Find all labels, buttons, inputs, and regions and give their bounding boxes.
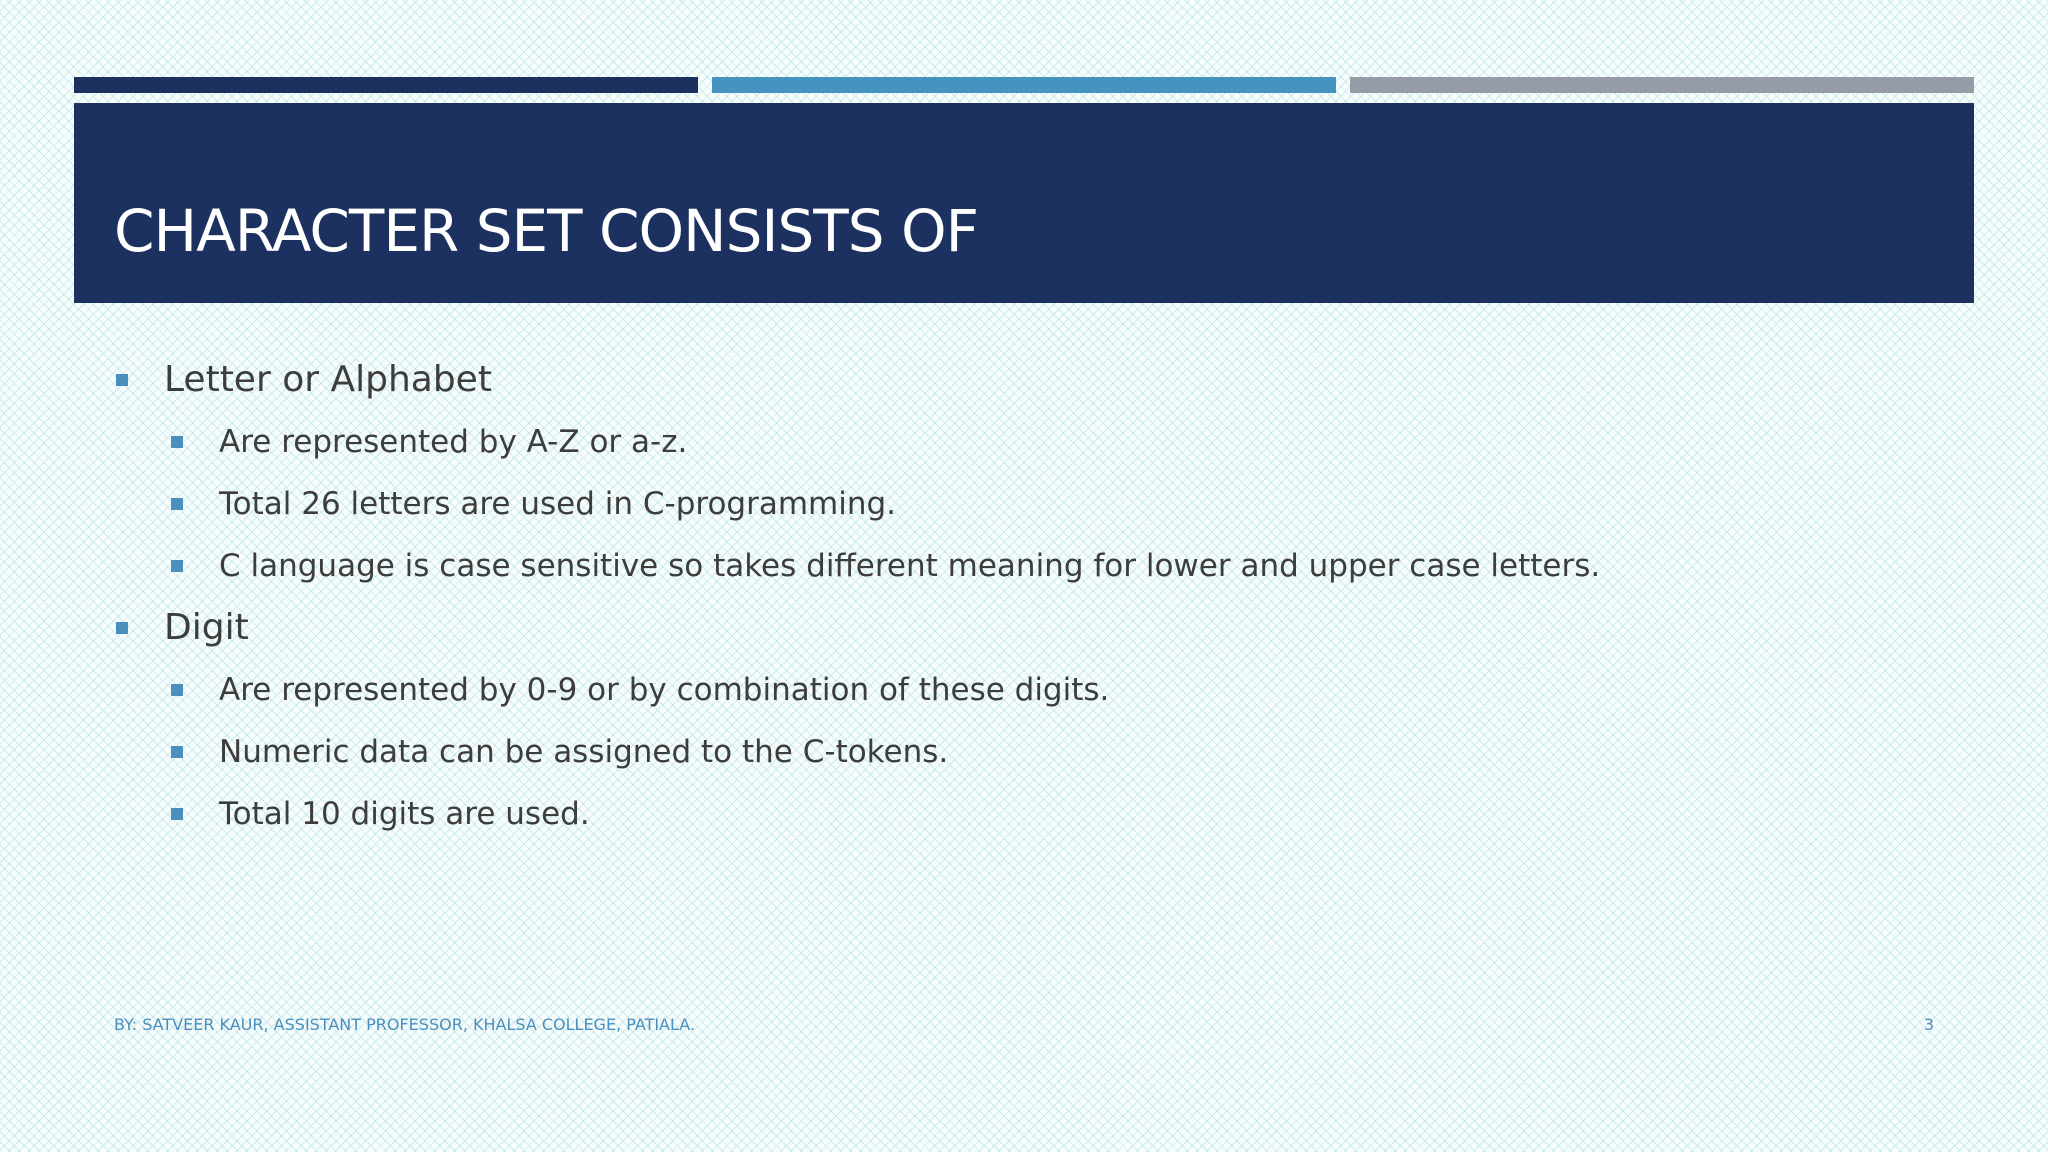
slide-title: CHARACTER SET CONSISTS OF bbox=[114, 197, 979, 265]
accent-bar-gray bbox=[1350, 77, 1974, 93]
bullet-text: Total 26 letters are used in C-programming. bbox=[219, 486, 897, 522]
accent-bar-blue bbox=[712, 77, 1336, 93]
square-bullet-icon bbox=[171, 498, 183, 510]
title-banner bbox=[74, 103, 1974, 303]
bullet-item-level2 bbox=[114, 662, 1934, 718]
square-bullet-icon bbox=[171, 560, 183, 572]
bullet-text: Numeric data can be assigned to the C-tokens. bbox=[219, 734, 949, 770]
bullet-text: Are represented by 0-9 or by combination of these digits. bbox=[219, 672, 1110, 708]
bullet-list bbox=[114, 352, 1934, 848]
square-bullet-icon bbox=[116, 622, 128, 634]
bullet-item-level2 bbox=[114, 476, 1934, 532]
bullet-item-level2 bbox=[114, 724, 1934, 780]
bullet-text: Digit bbox=[164, 607, 249, 648]
square-bullet-icon bbox=[171, 684, 183, 696]
bullet-item-level2 bbox=[114, 414, 1934, 470]
square-bullet-icon bbox=[171, 436, 183, 448]
accent-bar-dark bbox=[74, 77, 698, 93]
slide-footer: BY: SATVEER KAUR, ASSISTANT PROFESSOR, KHALSA COLLEGE, PATIALA. bbox=[114, 1015, 696, 1034]
square-bullet-icon bbox=[171, 746, 183, 758]
page-number: 3 bbox=[1923, 1015, 1934, 1034]
bullet-item-level1 bbox=[114, 352, 1934, 408]
square-bullet-icon bbox=[171, 808, 183, 820]
top-accent-bars bbox=[74, 77, 1974, 93]
bullet-item-level2 bbox=[114, 786, 1934, 842]
bullet-text: Total 10 digits are used. bbox=[219, 796, 590, 832]
bullet-text: Letter or Alphabet bbox=[164, 359, 492, 400]
bullet-text: C language is case sensitive so takes different meaning for lower and upper case letters. bbox=[219, 548, 1601, 584]
square-bullet-icon bbox=[116, 374, 128, 386]
bullet-item-level1 bbox=[114, 600, 1934, 656]
bullet-item-level2 bbox=[114, 538, 1934, 594]
bullet-text: Are represented by A-Z or a-z. bbox=[219, 424, 688, 460]
